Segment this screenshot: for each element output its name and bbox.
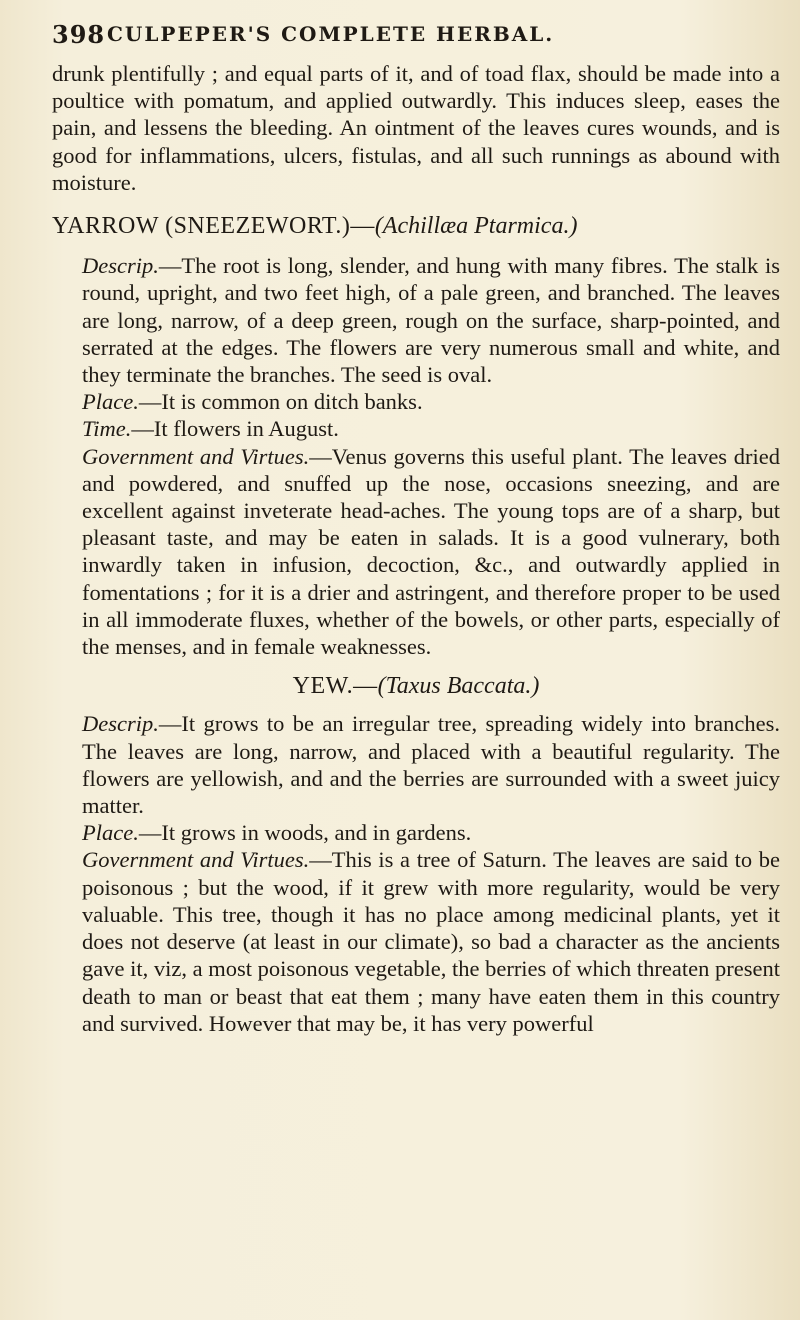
yarrow-descrip-label: Descrip. (82, 253, 159, 279)
yew-place-text: —It grows in woods, and in gardens. (138, 820, 472, 846)
yarrow-government (52, 443, 780, 661)
page-body (52, 60, 780, 1037)
yew-descrip-text: —It grows to be an irregular tree, spreading widely into branches. The leaves are long, narrow, and placed with a beautiful regularity. The flowers are yellowish, and and the berries are surrounded with a sweet juicy matter. (82, 711, 780, 819)
yarrow-name: YARROW (SNEEZEWORT.) (52, 213, 351, 240)
yarrow-latin-name: (Achillæa Ptarmica.) (374, 213, 578, 240)
running-title: CULPEPER'S COMPLETE HERBAL. (107, 22, 555, 46)
yew-place (52, 819, 780, 846)
book-page (52, 14, 780, 1304)
yarrow-time (52, 415, 780, 442)
yarrow-description (52, 252, 780, 388)
page-number: 398 (52, 20, 106, 49)
yew-gov-text: —This is a tree of Saturn. The leaves are said to be poisonous ; but the wood, if it grew with more regularity, would be very valuable. This tree, though it has no place among medicinal plants, yet it does not deserve (at least in our climate), so bad a character as the ancients gave it, viz, a most poisonous vegetable, the berries of which threaten present death to man or beast that eat them ; many have eaten them in this country and survived. However that may be, it has very powerful (82, 847, 781, 1036)
yarrow-place (52, 388, 780, 415)
yarrow-dash: — (350, 213, 375, 240)
yew-descrip-label: Descrip. (82, 711, 159, 737)
continuation-paragraph (52, 60, 780, 196)
yarrow-time-text: —It flowers in August. (131, 416, 339, 442)
yew-gov-label: Government and Virtues. (82, 847, 310, 873)
yew-description (52, 710, 780, 819)
yew-government (52, 846, 780, 1036)
yew-place-label: Place. (82, 820, 139, 846)
yarrow-place-label: Place. (82, 389, 139, 415)
yarrow-gov-label: Government and Virtues. (82, 443, 310, 469)
yew-entry-title (52, 673, 780, 700)
yew-dash: — (353, 673, 378, 700)
yarrow-entry-title (52, 213, 780, 240)
yarrow-time-label: Time. (82, 416, 132, 442)
running-head (52, 14, 780, 60)
yew-latin-name: (Taxus Baccata.) (377, 673, 540, 700)
continuation-text: drunk plentifully ; and equal parts of it, and of toad flax, should be made into a poultice with pomatum, and applied outwardly. This induces sleep, eases the pain, and lessens the bleeding. An ointment of the leaves cures wounds, and is good for inflammations, ulcers, fistulas, and all such runnings as abound with moisture. (52, 61, 780, 195)
yew-name: YEW. (292, 673, 354, 700)
yarrow-gov-text: —Venus governs this useful plant. The leaves dried and powdered, and snuffed up the nose, occasions sneezing, and are excellent against inveterate head-aches. The young tops are of a sharp, but pleasant taste, and may be eaten in salads. It is a good vulnerary, both inwardly taken in infusion, decoction, &c., and outwardly applied in fomentations ; for it is a drier and astringent, and therefore proper to be used in all immoderate fluxes, whether of the bowels, or other parts, especially of the menses, and in female weaknesses. (82, 443, 780, 660)
yarrow-descrip-text: —The root is long, slender, and hung with many fibres. The stalk is round, upright, and two feet high, of a pale green, and branched. The leaves are long, narrow, of a deep green, rough on the surface, sharp-pointed, and serrated at the edges. The flowers are very numerous small and white, and they terminate the branches. The seed is oval. (82, 253, 780, 388)
yarrow-place-text: —It is common on ditch banks. (138, 389, 423, 415)
